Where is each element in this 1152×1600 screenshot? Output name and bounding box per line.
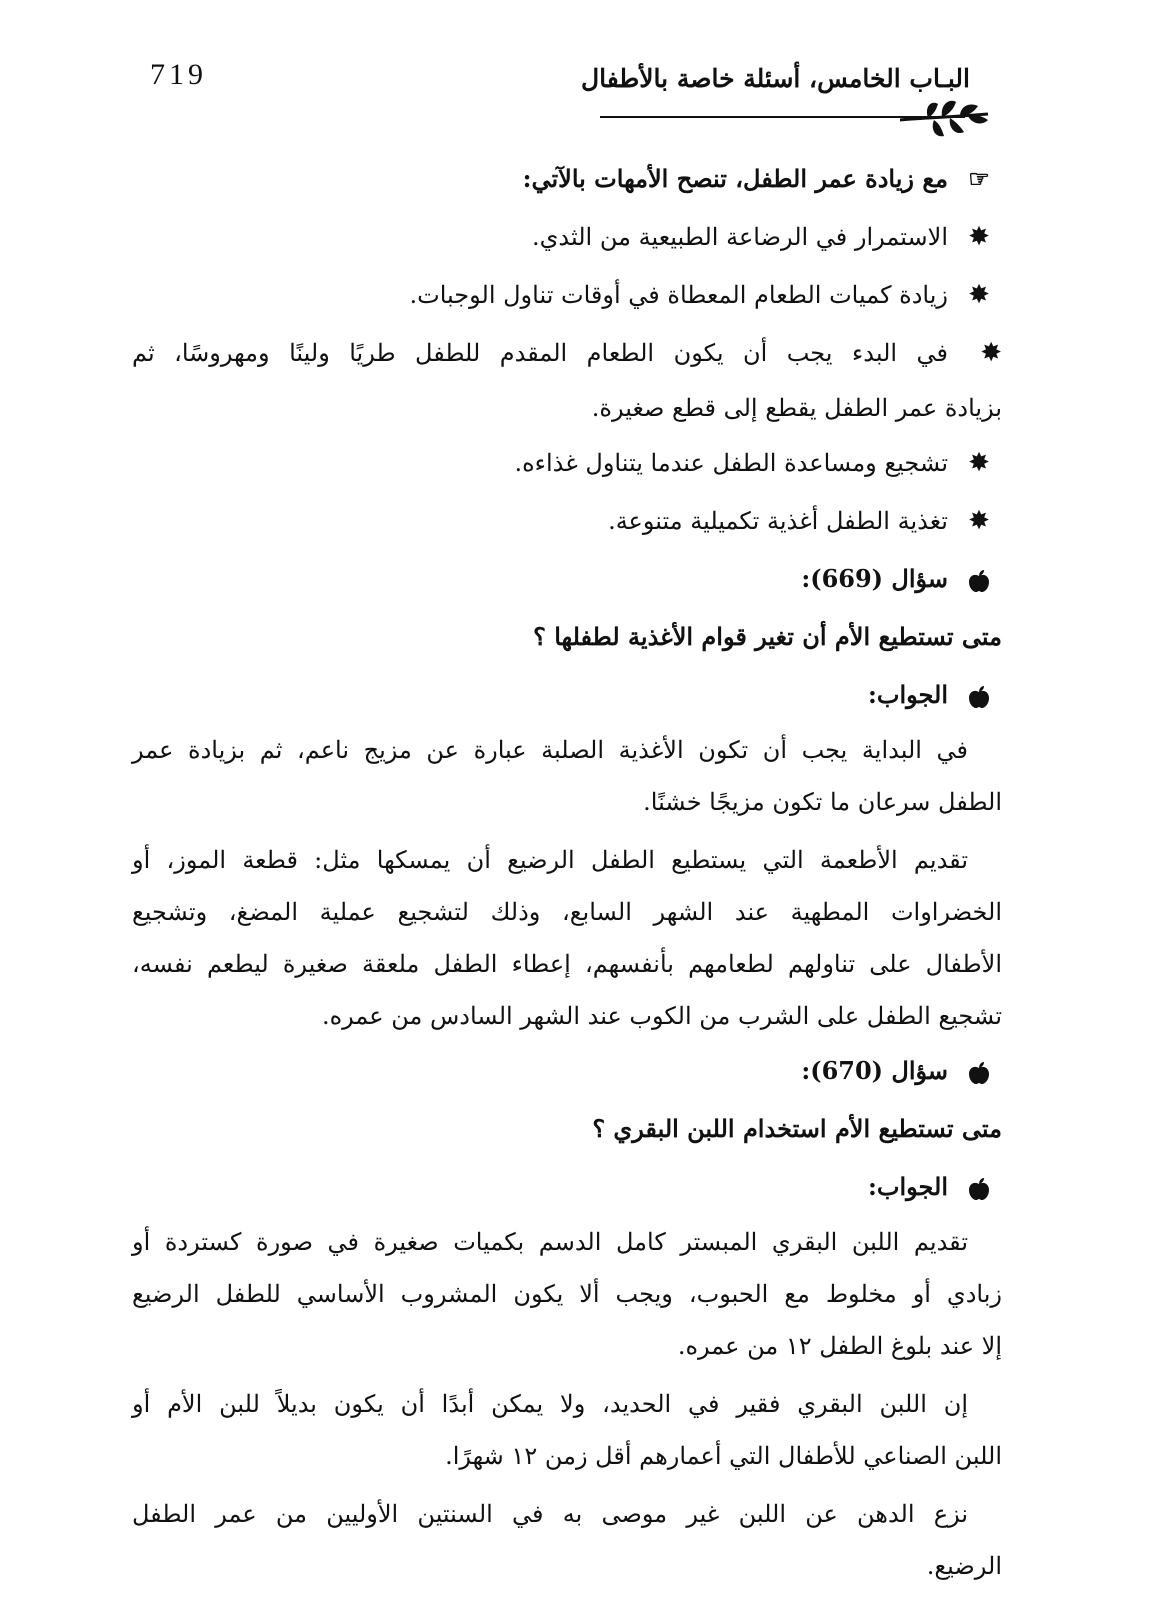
list-item (132, 434, 1002, 492)
pointing-hand-icon: ☞ (968, 164, 990, 193)
section-heading (132, 150, 1002, 208)
paragraph-line: الأطفال على تناولهم لطعامهم بأنفسهم، إعطاء الطفل ملعقة صغيرة ليطعم نفسه، (132, 950, 1002, 978)
paragraph-line: تقديم اللبن البقري المبستر كامل الدسم بكميات صغيرة في صورة كستردة أو (132, 1228, 969, 1256)
paragraph-line: زبادي أو مخلوط مع الحبوب، ويجب ألا يكون المشروب الأساسي للطفل الرضيع (132, 1280, 1002, 1308)
paragraph-line: تشجيع الطفل على الشرب من الكوب عند الشهر السادس من عمره. (321, 1002, 1002, 1030)
apple-icon (956, 666, 1002, 724)
paragraph-line: الطفل سرعان ما تكون مزيجًا خشنًا. (643, 788, 1002, 816)
paragraph-line: إلا عند بلوغ الطفل ١٢ من عمره. (677, 1332, 1002, 1360)
list-item (132, 208, 1002, 266)
list-item (132, 492, 1002, 550)
apple-icon (956, 1042, 1002, 1100)
paragraph-line: في البداية يجب أن تكون الأغذية الصلبة عبارة عن مزيج ناعم، ثم بزيادة عمر (132, 736, 968, 764)
question-label (132, 550, 1002, 608)
list-item-continuation: بزيادة عمر الطفل يقطع إلى قطع صغيرة. (591, 394, 1002, 422)
paragraph-line: اللبن الصناعي للأطفال التي أعمارهم أقل زمن ١٢ شهرًا. (445, 1442, 1002, 1470)
list-item-text: الاستمرار في الرضاعة الطبيعية من الثدي. (531, 223, 948, 251)
paragraph-line: الخضراوات المطهية عند الشهر السابع، وذلك لتشجيع عملية المضغ، وتشجيع (132, 898, 1002, 926)
star-bullet-icon: ✸ (968, 280, 990, 310)
question-label (132, 1042, 1002, 1100)
list-item-text: تشجيع ومساعدة الطفل عندما يتناول غذاءه. (514, 449, 948, 477)
question-label-text: سؤال (669): (801, 564, 948, 593)
leaf-ornament-icon (898, 96, 990, 142)
list-item-text: زيادة كميات الطعام المعطاة في أوقات تناول الوجبات. (409, 281, 948, 309)
list-item-text: تغذية الطفل أغذية تكميلية متنوعة. (608, 507, 948, 535)
apple-icon (956, 1158, 1002, 1216)
question-label-text: سؤال (670): (801, 1056, 948, 1085)
paragraph-line: تقديم الأطعمة التي يستطيع الطفل الرضيع أن يمسكها مثل: قطعة الموز، أو (132, 846, 968, 874)
star-bullet-icon: ✸ (980, 338, 1002, 368)
running-head: البـاب الخامس، أسئلة خاصة بالأطفال (580, 64, 970, 93)
answer-label (132, 1158, 1002, 1216)
list-item-text: في البدء يجب أن يكون الطعام المقدم للطفل طريًا ولينًا ومهروسًا، ثم (132, 339, 948, 367)
page-number: 719 (150, 58, 207, 91)
list-item (132, 324, 1002, 382)
question-text: متى تستطيع الأم أن تغير قوام الأغذية لطفلها ؟ (533, 622, 1002, 651)
answer-label-text: الجواب: (868, 680, 948, 709)
apple-icon (956, 550, 1002, 608)
star-bullet-icon: ✸ (968, 506, 990, 536)
question-text: متى تستطيع الأم استخدام اللبن البقري ؟ (592, 1114, 1002, 1143)
paragraph-line: الرضيع. (926, 1552, 1002, 1580)
answer-label (132, 666, 1002, 724)
star-bullet-icon: ✸ (968, 448, 990, 478)
answer-label-text: الجواب: (868, 1172, 948, 1201)
paragraph-line: إن اللبن البقري فقير في الحديد، ولا يمكن أبدًا أن يكون بديلاً للبن الأم أو (132, 1390, 968, 1418)
page-content (132, 150, 1002, 1592)
list-item (132, 266, 1002, 324)
star-bullet-icon: ✸ (968, 222, 990, 252)
section-heading-text: مع زيادة عمر الطفل، تنصح الأمهات بالآتي: (522, 164, 948, 193)
paragraph-line: نزع الدهن عن اللبن غير موصى به في السنتين الأوليين من عمر الطفل (132, 1500, 968, 1528)
